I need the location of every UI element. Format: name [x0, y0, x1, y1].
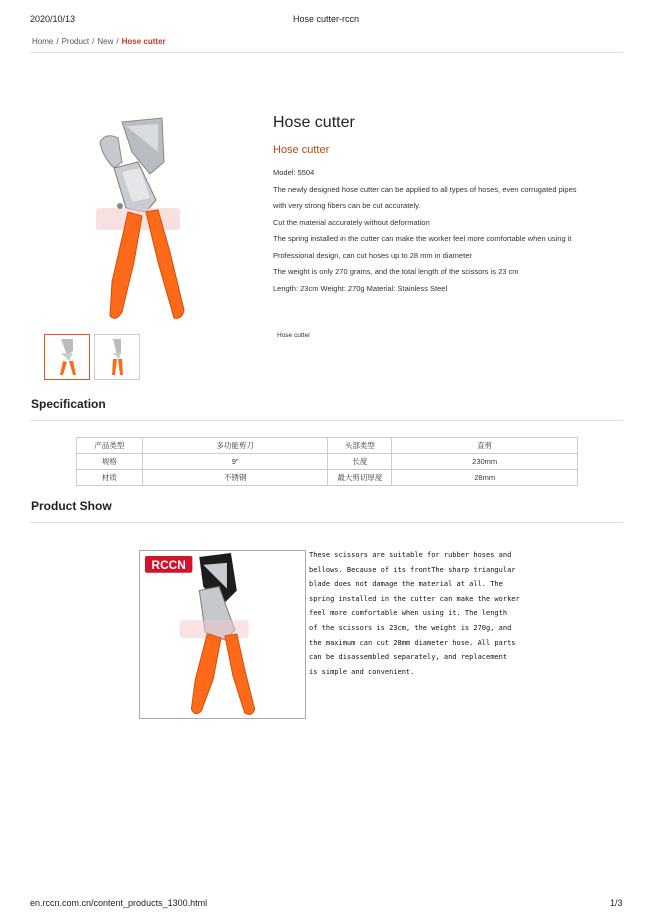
desc-line: with very strong fibers can be cut accurately. — [273, 201, 421, 210]
breadcrumb-separator: / — [56, 37, 59, 46]
desc-line: The weight is only 270 grams, and the total length of the scissors is 23 cm — [273, 267, 519, 276]
show-text-line: is simple and convenient. — [309, 667, 415, 676]
desc-line: The newly designed hose cutter can be applied to all types of hoses, even corrugated pipes — [273, 185, 577, 194]
desc-line: Model: 5504 — [273, 168, 315, 177]
show-text-line: feel more comfortable when using it. The length — [309, 609, 508, 618]
table-cell: 直剪 — [392, 438, 578, 454]
image-caption: Hose cutter — [277, 332, 311, 339]
table-cell: 多功能剪刀 — [142, 438, 328, 454]
table-row — [77, 470, 578, 486]
product-subtitle: Hose cutter — [273, 144, 330, 156]
hose-cutter-image — [140, 551, 305, 718]
specification-heading: Specification — [31, 397, 106, 411]
show-text-line: spring installed in the cutter can make the worker — [309, 594, 520, 603]
product-show-image — [139, 550, 306, 719]
hose-cutter-thumbnail-icon — [95, 335, 139, 379]
show-text-line: can be disassembled separately, and replacement — [309, 653, 508, 662]
table-cell: 9" — [142, 454, 328, 470]
show-text-line: bellows. Because of its frontThe sharp triangular — [309, 565, 516, 574]
divider — [30, 420, 623, 421]
table-cell: 长度 — [328, 454, 392, 470]
product-show-heading: Product Show — [31, 499, 112, 513]
desc-line: The spring installed in the cutter can make the worker feel more comfortable when using it — [273, 234, 572, 243]
breadcrumb-current: Hose cutter — [121, 37, 166, 46]
table-cell: 230mm — [392, 454, 578, 470]
logo-text: RCCN — [151, 557, 186, 572]
desc-line: Cut the material accurately without deformation — [273, 218, 430, 227]
breadcrumb-new[interactable]: New — [97, 37, 114, 46]
rccn-logo — [145, 556, 192, 573]
breadcrumb — [32, 37, 166, 46]
product-title: Hose cutter — [273, 114, 355, 131]
print-date: 2020/10/13 — [30, 14, 76, 24]
table-cell: 材质 — [77, 470, 143, 486]
print-page-number: 1/3 — [610, 898, 623, 908]
table-cell: 最大剪切厚度 — [328, 470, 392, 486]
breadcrumb-home[interactable]: Home — [32, 37, 54, 46]
thumbnail-2[interactable] — [94, 334, 140, 380]
specification-table — [76, 437, 578, 486]
divider — [30, 522, 623, 523]
print-page-title: Hose cutter-rccn — [292, 14, 360, 24]
product-show-description — [309, 548, 539, 679]
show-text-line: the maximum can cut 28mm diameter hose. All parts — [309, 638, 516, 647]
desc-line: Length: 23cm Weight: 270g Material: Stainless Steel — [273, 284, 448, 293]
table-cell: 28mm — [392, 470, 578, 486]
table-cell: 头部类型 — [328, 438, 392, 454]
hose-cutter-image — [92, 112, 202, 327]
table-row — [77, 438, 578, 454]
table-cell: 不锈钢 — [142, 470, 328, 486]
table-row — [77, 454, 578, 470]
thumbnail-1[interactable] — [44, 334, 90, 380]
divider — [30, 52, 623, 53]
show-text-line: of the scissors is 23cm, the weight is 270g, and — [309, 623, 512, 632]
table-cell: 规格 — [77, 454, 143, 470]
breadcrumb-separator: / — [92, 37, 95, 46]
breadcrumb-separator: / — [116, 37, 119, 46]
desc-line: Professional design, can cut hoses up to 28 mm in diameter — [273, 251, 472, 260]
table-cell: 产品类型 — [77, 438, 143, 454]
breadcrumb-product[interactable]: Product — [61, 37, 90, 46]
show-text-line: blade does not damage the material at all. The — [309, 580, 503, 589]
print-url: en.rccn.com.cn/content_products_1300.html — [30, 898, 208, 908]
show-text-line: These scissors are suitable for rubber hoses and — [309, 551, 512, 559]
hose-cutter-thumbnail-icon — [45, 335, 89, 379]
